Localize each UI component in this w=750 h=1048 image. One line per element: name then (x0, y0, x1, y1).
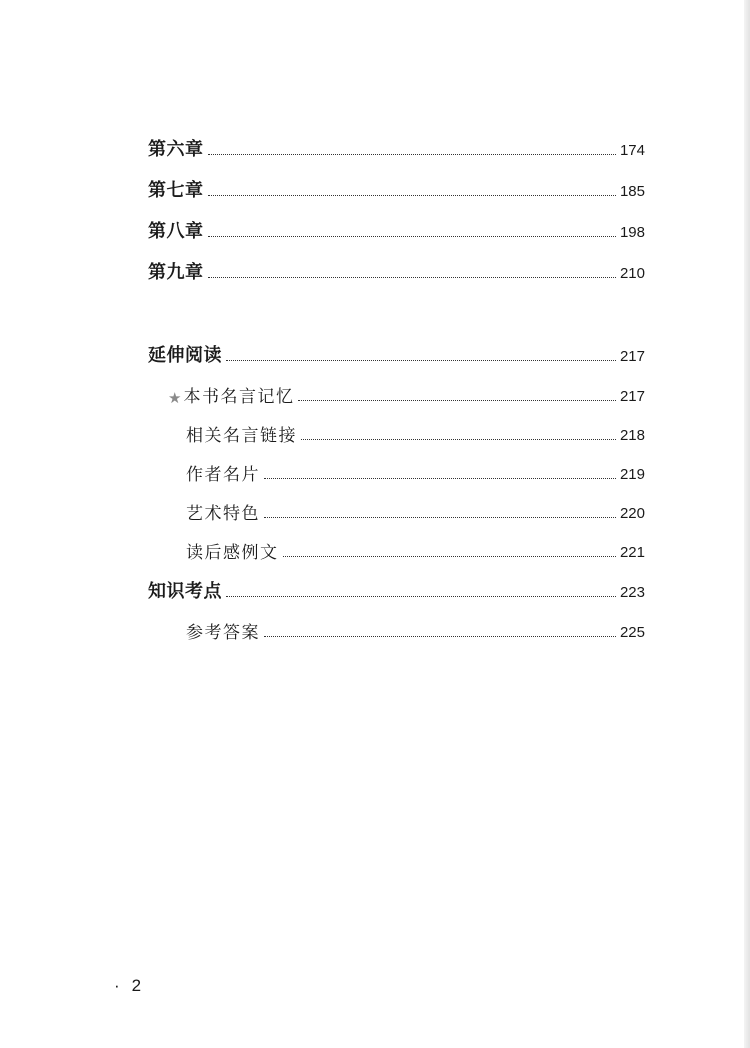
star-icon: ★ (168, 389, 182, 407)
toc-entry-chapter-6[interactable] (148, 135, 645, 161)
folio-bullet: · (114, 976, 120, 995)
toc-entry-extended-reading[interactable] (148, 341, 645, 367)
toc-entry-chapter-8[interactable] (148, 217, 645, 243)
toc-entry-page-number: 185 (619, 183, 645, 200)
toc-entry-quotes-memory[interactable] (168, 381, 645, 407)
toc-entry-page-number: 220 (619, 505, 645, 522)
toc-entry-title: 艺术特色 (186, 504, 260, 524)
toc-entry-title: 相关名言链接 (186, 426, 297, 446)
toc-entry-sample-essay[interactable] (186, 537, 645, 563)
toc-entry-title: 本书名言记忆 (183, 387, 295, 407)
dot-leader (226, 596, 616, 597)
toc-entry-page-number: 219 (619, 466, 645, 483)
page-folio (114, 976, 141, 996)
toc-entry-page-number: 225 (619, 624, 645, 641)
page-edge-shadow (744, 0, 750, 1048)
toc-entry-page-number: 217 (619, 388, 645, 405)
toc-entry-title: 参考答案 (186, 623, 260, 643)
toc-entry-title: 读后感例文 (186, 543, 279, 563)
toc-entry-page-number: 221 (619, 544, 645, 561)
dot-leader (298, 400, 616, 401)
toc-entry-reference-answers[interactable] (186, 617, 645, 643)
toc-entry-page-number: 174 (619, 142, 645, 159)
dot-leader (283, 556, 616, 557)
dot-leader (208, 277, 616, 278)
toc-entry-author-card[interactable] (186, 459, 645, 485)
dot-leader (264, 636, 616, 637)
dot-leader (208, 154, 616, 155)
toc-entry-chapter-7[interactable] (148, 176, 645, 202)
dot-leader (264, 517, 616, 518)
dot-leader (264, 478, 616, 479)
folio-number: 2 (131, 976, 142, 995)
dot-leader (226, 360, 616, 361)
dot-leader (301, 439, 616, 440)
toc-entry-page-number: 217 (619, 348, 645, 365)
toc-entry-title: 第八章 (148, 221, 204, 242)
toc-entry-title: 第七章 (148, 180, 204, 201)
dot-leader (208, 195, 616, 196)
toc-entry-title: 知识考点 (148, 581, 222, 602)
toc-entry-chapter-9[interactable] (148, 258, 645, 284)
toc-entry-page-number: 198 (619, 224, 645, 241)
toc-entry-knowledge-points[interactable] (148, 577, 645, 603)
toc-entry-related-quotes[interactable] (186, 420, 645, 446)
dot-leader (208, 236, 616, 237)
toc-entry-title: 第六章 (148, 139, 204, 160)
toc-entry-page-number: 218 (619, 427, 645, 444)
toc-entry-page-number: 210 (619, 265, 645, 282)
toc-entry-artistic-features[interactable] (186, 498, 645, 524)
toc-entry-title: 作者名片 (186, 465, 260, 485)
toc-entry-title: 第九章 (148, 262, 204, 283)
toc-entry-title: 延伸阅读 (148, 345, 222, 366)
toc-entry-page-number: 223 (619, 584, 645, 601)
